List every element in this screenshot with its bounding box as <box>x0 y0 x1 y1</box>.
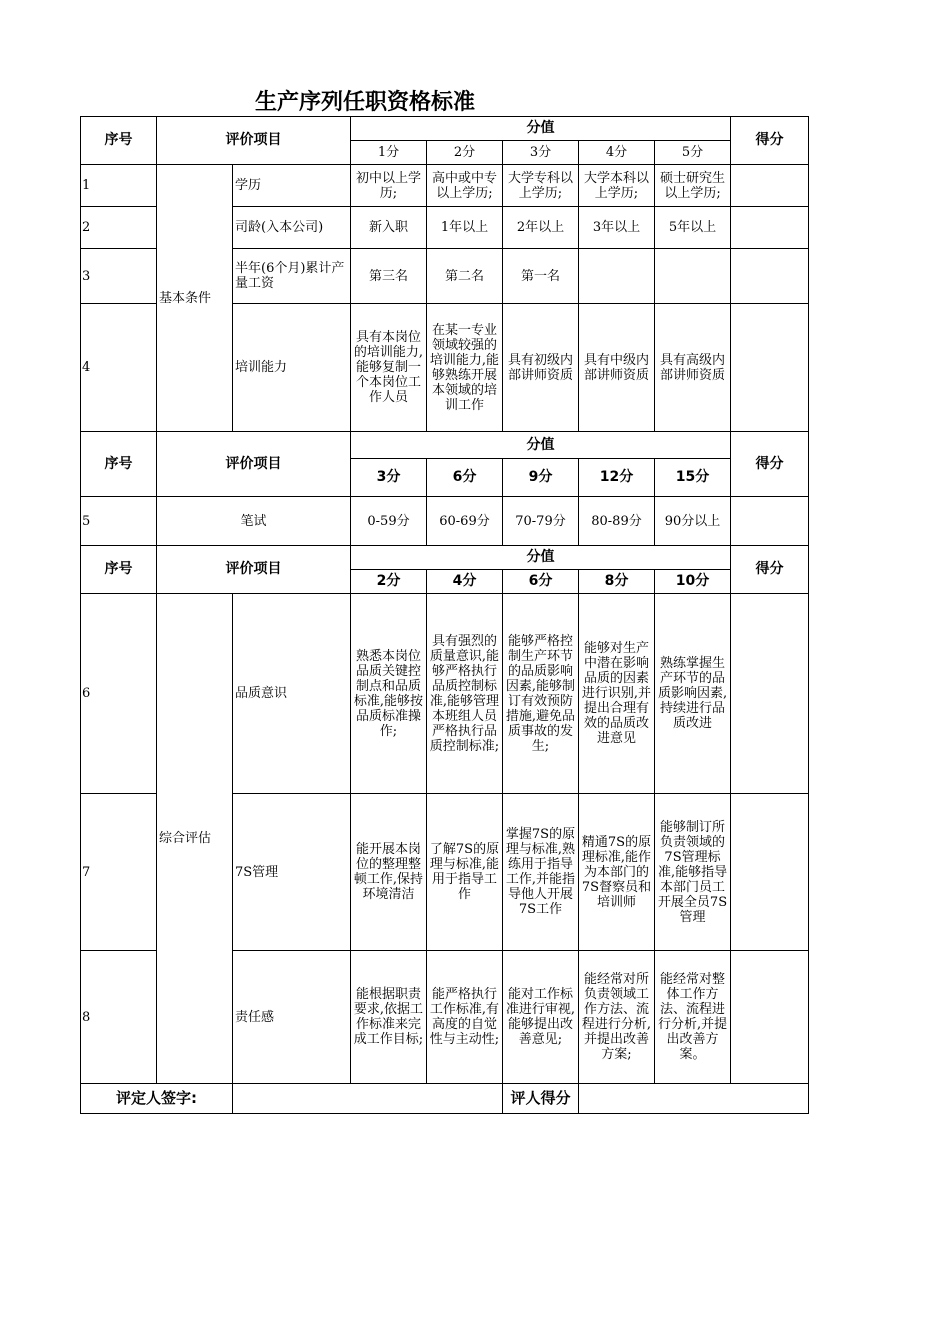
row-number: 1 <box>81 165 157 207</box>
score-input[interactable] <box>731 594 809 794</box>
score-cell: 1年以上 <box>427 207 503 249</box>
score-input[interactable] <box>731 794 809 951</box>
page-title: 生产序列任职资格标准 <box>254 90 475 115</box>
header-item: 评价项目 <box>157 546 351 594</box>
score-cell: 能对工作标准进行审视,能够提出改善意见; <box>503 951 579 1084</box>
point-label: 6分 <box>427 459 503 497</box>
point-label: 12分 <box>579 459 655 497</box>
score-input[interactable] <box>731 249 809 304</box>
point-label: 8分 <box>579 570 655 594</box>
score-cell: 第一名 <box>503 249 579 304</box>
point-label: 2分 <box>351 570 427 594</box>
header-score-value: 分值 <box>351 432 731 459</box>
score-cell: 初中以上学历; <box>351 165 427 207</box>
score-cell: 能够对生产中潜在影响品质的因素进行识别,并提出合理有效的品质改进意见 <box>579 594 655 794</box>
score-cell: 具有本岗位的培训能力,能够复制一个本岗位工作人员 <box>351 304 427 432</box>
rater-score-label: 评人得分 <box>503 1084 579 1114</box>
point-label: 3分 <box>351 459 427 497</box>
score-cell: 掌握7S的原理与标准,熟练用于指导工作,并能指导他人开展7S工作 <box>503 794 579 951</box>
score-cell: 熟悉本岗位品质关键控制点和品质标准,能够按品质标准操作; <box>351 594 427 794</box>
point-label: 2分 <box>427 141 503 165</box>
score-cell: 能够严格控制生产环节的品质影响因素,能够制订有效预防措施,避免品质事故的发生; <box>503 594 579 794</box>
header-item: 评价项目 <box>157 117 351 165</box>
criteria-item: 笔试 <box>157 497 351 546</box>
header-score: 得分 <box>731 546 809 594</box>
score-cell: 熟练掌握生产环节的品质影响因素,持续进行品质改进 <box>655 594 731 794</box>
header-item: 评价项目 <box>157 432 351 497</box>
header-score: 得分 <box>731 432 809 497</box>
point-label: 1分 <box>351 141 427 165</box>
score-cell: 高中或中专以上学历; <box>427 165 503 207</box>
signer-label: 评定人签字: <box>81 1084 233 1114</box>
criteria-item: 品质意识 <box>233 594 351 794</box>
point-label: 6分 <box>503 570 579 594</box>
score-cell: 5年以上 <box>655 207 731 249</box>
header-seq: 序号 <box>81 546 157 594</box>
score-cell: 能够制订所负责领域的7S管理标准,能够指导本部门员工开展全员7S管理 <box>655 794 731 951</box>
score-cell: 能开展本岗位的整理整顿工作,保持环境清洁 <box>351 794 427 951</box>
score-cell: 大学本科以上学历; <box>579 165 655 207</box>
score-cell <box>579 249 655 304</box>
row-number: 6 <box>81 594 157 794</box>
score-cell: 能经常对整体工作方法、流程进行分析,并提出改善方案。 <box>655 951 731 1084</box>
score-input[interactable] <box>731 497 809 546</box>
rater-score-field[interactable] <box>579 1084 809 1114</box>
table-row <box>81 497 809 546</box>
row-number: 5 <box>81 497 157 546</box>
score-cell: 2年以上 <box>503 207 579 249</box>
score-input[interactable] <box>731 304 809 432</box>
score-cell: 大学专科以上学历; <box>503 165 579 207</box>
score-input[interactable] <box>731 951 809 1084</box>
criteria-item: 培训能力 <box>233 304 351 432</box>
criteria-item: 7S管理 <box>233 794 351 951</box>
point-label: 15分 <box>655 459 731 497</box>
point-label: 4分 <box>579 141 655 165</box>
criteria-item: 责任感 <box>233 951 351 1084</box>
point-label: 10分 <box>655 570 731 594</box>
score-cell: 能严格执行工作标准,有高度的自觉性与主动性; <box>427 951 503 1084</box>
point-label: 3分 <box>503 141 579 165</box>
header-score-value: 分值 <box>351 546 731 570</box>
header-seq: 序号 <box>81 432 157 497</box>
score-cell: 80-89分 <box>579 497 655 546</box>
score-cell: 90分以上 <box>655 497 731 546</box>
score-cell: 在某一专业领域较强的培训能力,能够熟练开展本领域的培训工作 <box>427 304 503 432</box>
signer-field[interactable] <box>233 1084 503 1114</box>
table-row <box>81 165 809 207</box>
score-cell: 具有强烈的质量意识,能够严格执行品质控制标准,能够管理本班组人员严格执行品质控制标准; <box>427 594 503 794</box>
score-cell: 第二名 <box>427 249 503 304</box>
score-cell: 具有中级内部讲师资质 <box>579 304 655 432</box>
category-basic: 基本条件 <box>157 165 233 432</box>
category-comprehensive: 综合评估 <box>157 594 233 1084</box>
score-cell: 了解7S的原理与标准,能用于指导工作 <box>427 794 503 951</box>
score-cell: 能经常对所负责领域工作方法、流程进行分析,并提出改善方案; <box>579 951 655 1084</box>
point-label: 4分 <box>427 570 503 594</box>
table-row <box>81 594 809 794</box>
score-cell: 3年以上 <box>579 207 655 249</box>
score-input[interactable] <box>731 165 809 207</box>
point-label: 9分 <box>503 459 579 497</box>
row-number: 3 <box>81 249 157 304</box>
score-cell: 新入职 <box>351 207 427 249</box>
score-cell <box>655 249 731 304</box>
row-number: 7 <box>81 794 157 951</box>
score-cell: 第三名 <box>351 249 427 304</box>
score-cell: 精通7S的原理标准,能作为本部门的7S督察员和培训师 <box>579 794 655 951</box>
criteria-item: 学历 <box>233 165 351 207</box>
row-number: 4 <box>81 304 157 432</box>
criteria-item: 司龄(入本公司) <box>233 207 351 249</box>
score-cell: 0-59分 <box>351 497 427 546</box>
row-number: 8 <box>81 951 157 1084</box>
score-cell: 具有初级内部讲师资质 <box>503 304 579 432</box>
score-cell: 硕士研究生以上学历; <box>655 165 731 207</box>
header-score: 得分 <box>731 117 809 165</box>
header-score-value: 分值 <box>351 117 731 141</box>
point-label: 5分 <box>655 141 731 165</box>
score-cell: 60-69分 <box>427 497 503 546</box>
criteria-item: 半年(6个月)累计产量工资 <box>233 249 351 304</box>
score-cell: 能根据职责要求,依据工作标准来完成工作目标; <box>351 951 427 1084</box>
header-seq: 序号 <box>81 117 157 165</box>
qualification-table <box>80 116 809 1114</box>
row-number: 2 <box>81 207 157 249</box>
score-input[interactable] <box>731 207 809 249</box>
score-cell: 70-79分 <box>503 497 579 546</box>
score-cell: 具有高级内部讲师资质 <box>655 304 731 432</box>
